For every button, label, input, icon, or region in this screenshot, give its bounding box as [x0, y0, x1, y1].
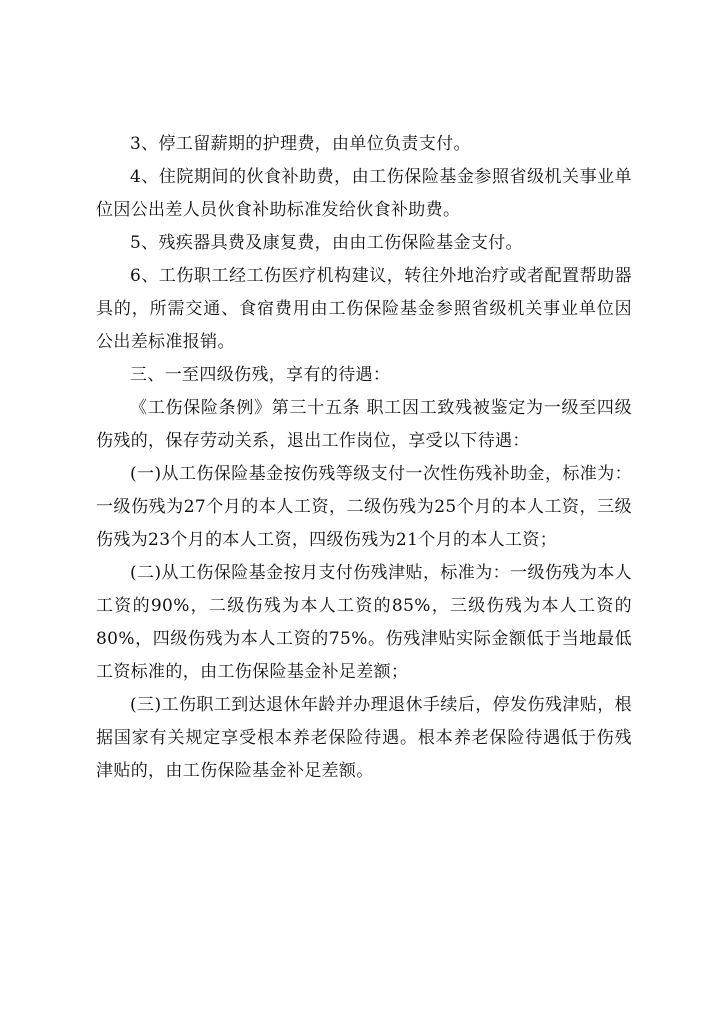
- paragraph-transfer-expenses: 6、工伤职工经工伤医疗机构建议，转往外地治疗或者配置帮助器具的，所需交通、食宿费用由工伤保险基金参照省级机关事业单位因公出差标准报销。: [96, 266, 632, 352]
- paragraph-lump-sum-subsidy: (一)从工伤保险基金按伤残等级支付一次性伤残补助金，标准为：一级伤残为27个月的本人工资，二级伤残为25个月的本人工资，三级伤残为23个月的本人工资，四级伤残为21个月的本人工资；: [96, 464, 632, 550]
- paragraph-retirement-benefits: (三)工伤职工到达退休年龄并办理退休手续后，停发伤残津贴，根据国家有关规定享受根本养老保险待遇。根本养老保险待遇低于伤残津贴的，由工伤保险基金补足差额。: [96, 695, 632, 781]
- paragraph-regulation-article-35: 《工伤保险条例》第三十五条 职工因工致残被鉴定为一级至四级伤残的，保存劳动关系，退出工作岗位，享受以下待遇：: [96, 398, 632, 451]
- paragraph-nursing-fee: 3、停工留薪期的护理费，由单位负责支付。: [130, 134, 471, 154]
- document-body: [96, 128, 632, 788]
- paragraph-monthly-allowance: (二)从工伤保险基金按月支付伤残津贴，标准为：一级伤残为本人工资的90%，二级伤残为本人工资的85%，三级伤残为本人工资的80%，四级伤残为本人工资的75%。伤残津贴实际金额低于当地最低工资标准的，由工伤保险基金补足差额；: [96, 563, 632, 682]
- paragraph-disability-equipment: 5、残疾器具费及康复费，由由工伤保险基金支付。: [130, 233, 523, 253]
- section-heading-disability-benefits: 三、一至四级伤残，享有的待遇：: [130, 365, 391, 385]
- paragraph-meal-allowance: 4、住院期间的伙食补助费，由工伤保险基金参照省级机关事业单位因公出差人员伙食补助标准发给伙食补助费。: [96, 167, 632, 220]
